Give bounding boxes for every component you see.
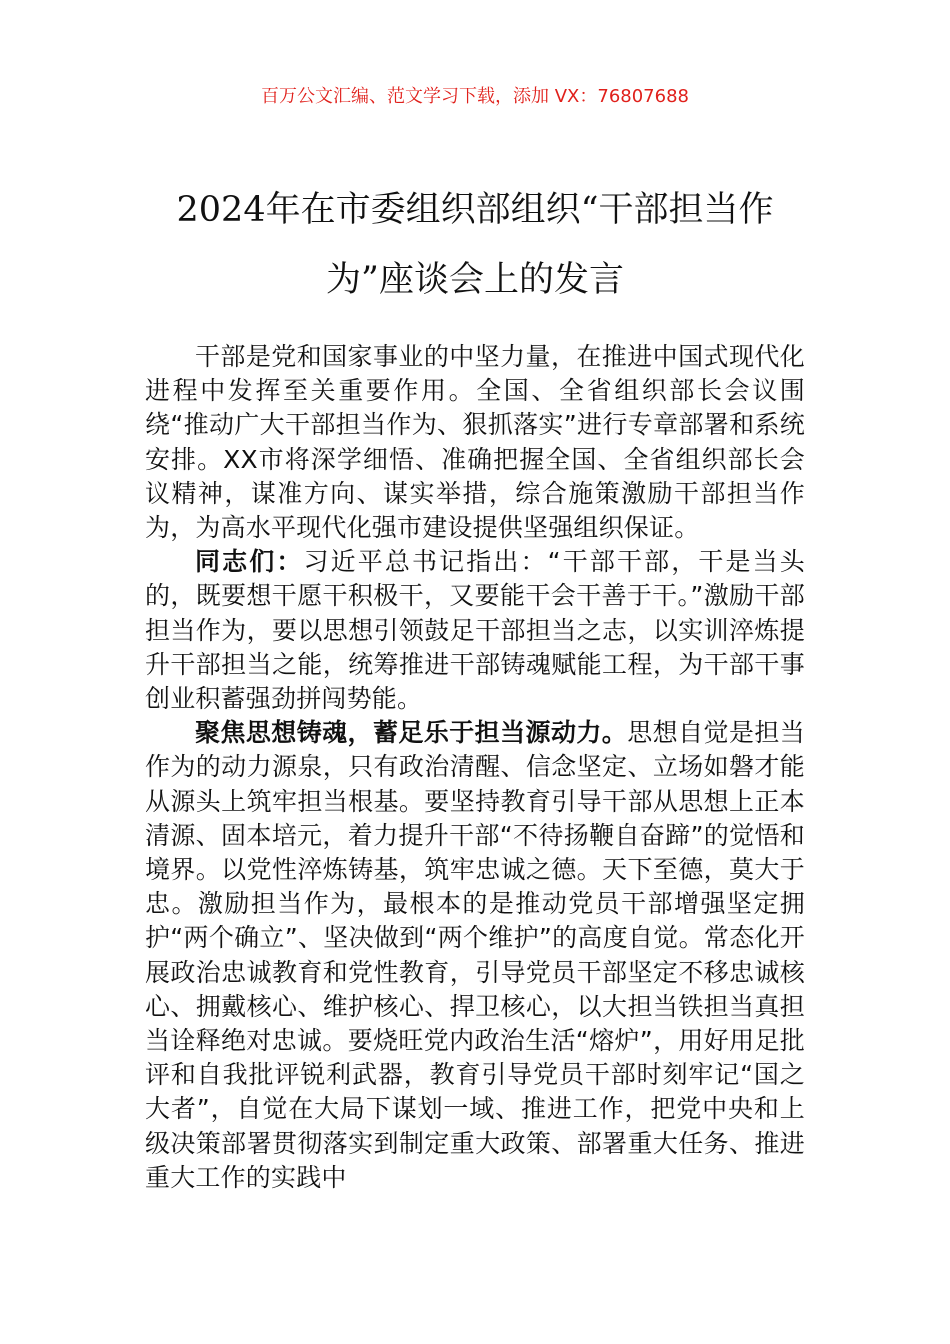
paragraph-ideology-heading: 聚焦思想铸魂，蓄足乐于担当源动力。 <box>195 718 628 748</box>
paragraph-intro <box>145 340 805 545</box>
paragraph-ideology <box>145 716 805 1195</box>
paragraph-ideology-text: 思想自觉是担当作为的动力源泉，只有政治清醒、信念坚定、立场如磐才能从源头上筑牢担当根基。要坚持教育引导干部从思想上正本清源、固本培元，着力提升干部“不待扬鞭自奋蹄”的觉悟和境界。以党性淬炼铸基，筑牢忠诚之德。天下至德，莫大于忠。激励担当作为，最根本的是推动党员干部增强坚定拥护“两个确立”、坚决做到“两个维护”的高度自觉。常态化开展政治忠诚教育和党性教育，引导党员干部坚定不移忠诚核心、拥戴核心、维护核心、捍卫核心，以大担当铁担当真担当诠释绝对忠诚。要烧旺党内政治生活“熔炉”，用好用足批评和自我批评锐利武器，教育引导党员干部时刻牢记“国之大者”，自觉在大局下谋划一域、推进工作，把党中央和上级决策部署贯彻落实到制定重大政策、部署重大任务、推进重大工作的实践中 <box>145 718 806 1192</box>
document-body <box>145 340 805 1195</box>
paragraph-comrades <box>145 545 805 716</box>
paragraph-comrades-lead: 同志们： <box>195 547 304 577</box>
paragraph-comrades-text: 习近平总书记指出：“干部干部，干是当头的，既要想干愿干积极干，又要能干会干善于干。”激励干部担当作为，要以思想引领鼓足干部担当之志，以实训淬炼提升干部担当之能，统筹推进干部铸魂赋能工程，为干部干事创业积蓄强劲拼闯势能。 <box>145 547 805 714</box>
paragraph-intro-text: 干部是党和国家事业的中坚力量，在推进中国式现代化进程中发挥至关重要作用。全国、全省组织部长会议围绕“推动广大干部担当作为、狠抓落实”进行专章部署和系统安排。XX市将深学细悟、准确把握全国、全省组织部长会议精神，谋准方向、谋实举措，综合施策激励干部担当作为，为高水平现代化强市建设提供坚强组织保证。 <box>145 342 805 543</box>
document-title: 2024年在市委组织部组织“干部担当作为”座谈会上的发言 <box>176 190 774 300</box>
header-watermark-note: 百万公文汇编、范文学习下载，添加 VX：76807688 <box>261 86 689 107</box>
